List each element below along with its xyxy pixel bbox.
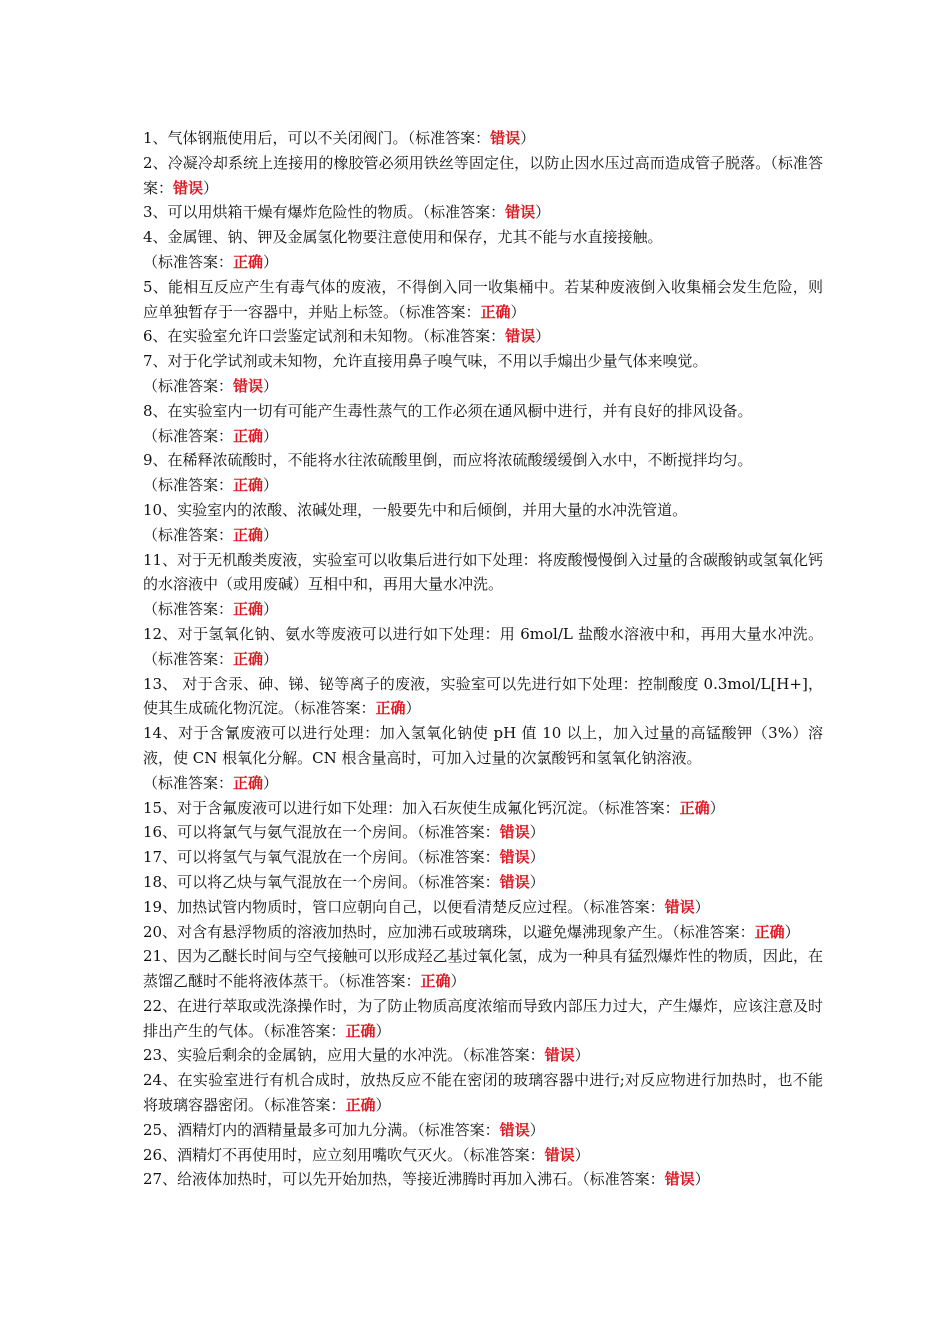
question-number: 25、 xyxy=(143,1120,178,1139)
question-item xyxy=(143,994,823,1044)
answer-prefix: （标准答案： xyxy=(672,922,755,941)
answer-prefix: （标准答案： xyxy=(263,1021,346,1040)
question-item xyxy=(143,1068,823,1118)
question-number: 16、 xyxy=(143,823,178,842)
answer-value: 正确 xyxy=(754,922,785,941)
question-text: 可以用烘箱干燥有爆炸危险性的物质。 xyxy=(167,203,423,222)
answer-prefix: （标准答案： xyxy=(143,153,823,197)
answer-value: 正确 xyxy=(420,972,451,991)
answer-suffix: ） xyxy=(529,823,545,842)
answer-prefix: （标准答案： xyxy=(417,823,500,842)
question-item xyxy=(143,944,823,994)
question-item xyxy=(143,200,823,225)
answer-suffix: ） xyxy=(263,426,279,445)
answer-prefix: （标准答案： xyxy=(398,302,481,321)
answer-value: 错误 xyxy=(173,178,204,197)
question-text: 可以将乙炔与氧气混放在一个房间。 xyxy=(177,872,418,891)
answer-suffix: ） xyxy=(263,376,279,395)
answer-prefix: （标准答案： xyxy=(143,376,234,395)
question-number: 10、 xyxy=(143,500,178,519)
answer-value: 正确 xyxy=(233,600,264,619)
answer-suffix: ） xyxy=(375,1021,391,1040)
answer-prefix: （标准答案： xyxy=(143,773,234,792)
answer-suffix: ） xyxy=(694,1170,710,1189)
answer-suffix: ） xyxy=(535,327,551,346)
question-number: 2、 xyxy=(143,153,168,172)
answer-prefix: （标准答案： xyxy=(582,897,665,916)
question-item xyxy=(143,151,823,201)
question-item xyxy=(143,498,823,548)
question-item xyxy=(143,920,823,945)
question-item xyxy=(143,870,823,895)
question-item xyxy=(143,448,823,498)
question-number: 21、 xyxy=(143,947,178,966)
answer-value: 正确 xyxy=(345,1021,376,1040)
answer-prefix: （标准答案： xyxy=(143,476,234,495)
question-item xyxy=(143,324,823,349)
answer-suffix: ） xyxy=(263,476,279,495)
question-number: 7、 xyxy=(143,352,168,371)
answer-prefix: （标准答案： xyxy=(422,327,506,346)
answer-suffix: ） xyxy=(535,203,551,222)
answer-value: 正确 xyxy=(233,252,264,271)
question-text: 在进行萃取或洗涤操作时，为了防止物质高度浓缩而导致内部压力过大，产生爆炸，应该注意及时排出产生的气体。 xyxy=(143,996,823,1040)
question-number: 9、 xyxy=(143,451,168,470)
answer-prefix: （标准答案： xyxy=(462,1145,545,1164)
answer-prefix: （标准答案： xyxy=(422,203,506,222)
question-text: 给液体加热时，可以先开始加热，等接近沸腾时再加入沸石。 xyxy=(177,1170,583,1189)
answer-suffix: ） xyxy=(405,699,421,718)
answer-value: 错误 xyxy=(664,1170,695,1189)
question-text: 能相互反应产生有毒气体的废液，不得倒入同一收集桶中。若某种废液倒入收集桶会发生危险，则应单独暂存于一容器中，并贴上标签。 xyxy=(143,277,823,321)
question-text: 对于含氰废液可以进行处理：加入氢氧化钠使 pH 值 10 以上，加入过量的高锰酸钾（3%）溶液，使 CN 根氧化分解。CN 根含量高时，可加入过量的次氯酸钙和氢氧化钠溶液。 xyxy=(143,724,823,767)
question-text: 对于无机酸类废液，实验室可以收集后进行如下处理：将废酸慢慢倒入过量的含碳酸钠或氢氧化钙的水溶液中（或用废碱）互相中和，再用大量水冲洗。 xyxy=(143,550,823,594)
answer-value: 错误 xyxy=(499,848,530,867)
question-text: 对于氢氧化钠、氨水等废液可以进行如下处理：用 6mol/L 盐酸水溶液中和，再用大量水冲洗。 xyxy=(177,624,823,643)
answer-value: 正确 xyxy=(345,1096,376,1115)
question-text: 冷凝冷却系统上连接用的橡胶管必须用铁丝等固定住，以防止因水压过高而造成管子脱落。 xyxy=(167,153,771,172)
answer-value: 正确 xyxy=(233,426,264,445)
answer-value: 错误 xyxy=(664,897,695,916)
answer-suffix: ） xyxy=(529,872,545,891)
question-number: 23、 xyxy=(143,1046,178,1065)
answer-value: 错误 xyxy=(233,376,264,395)
answer-suffix: ） xyxy=(375,1096,391,1115)
question-text: 实验室内的浓酸、浓碱处理，一般要先中和后倾倒，并用大量的水冲洗管道。 xyxy=(177,500,688,519)
question-item xyxy=(143,845,823,870)
question-number: 1、 xyxy=(143,129,168,147)
answer-suffix: ） xyxy=(263,600,279,619)
question-number: 24、 xyxy=(143,1071,178,1090)
answer-prefix: （标准答案： xyxy=(417,1120,500,1139)
question-number: 5、 xyxy=(143,277,169,296)
question-text: 因为乙醚长时间与空气接触可以形成羟乙基过氧化氢，成为一种具有猛烈爆炸性的物质，因此，在蒸馏乙醚时不能将液体蒸干。 xyxy=(143,947,823,991)
question-text: 在实验室允许口尝鉴定试剂和未知物。 xyxy=(167,327,423,346)
answer-suffix: ） xyxy=(709,798,725,817)
answer-suffix: ） xyxy=(574,1145,590,1164)
question-number: 3、 xyxy=(143,203,168,222)
answer-value: 正确 xyxy=(233,476,264,495)
question-number: 14、 xyxy=(143,724,179,743)
question-item xyxy=(143,548,823,622)
question-item xyxy=(143,622,823,672)
question-item xyxy=(143,1143,823,1168)
answer-prefix: （标准答案： xyxy=(338,972,421,991)
answer-prefix: （标准答案： xyxy=(582,1170,665,1189)
question-text: 酒精灯不再使用时，应立刻用嘴吹气灭火。 xyxy=(177,1145,463,1164)
question-text: 在实验室进行有机合成时，放热反应不能在密闭的玻璃容器中进行;对反应物进行加热时，也不能将玻璃容器密闭。 xyxy=(143,1071,824,1115)
answer-suffix: ） xyxy=(520,129,536,147)
answer-prefix: （标准答案： xyxy=(417,848,500,867)
answer-value: 正确 xyxy=(233,525,264,544)
question-item xyxy=(143,399,823,449)
question-number: 27、 xyxy=(143,1170,178,1189)
answer-value: 错误 xyxy=(490,129,521,147)
question-text: 实验后剩余的金属钠，应用大量的水冲洗。 xyxy=(177,1046,463,1065)
question-text: 金属锂、钠、钾及金属氢化物要注意使用和保存，尤其不能与水直接接触。 xyxy=(167,228,663,247)
answer-prefix: （标准答案： xyxy=(143,426,234,445)
answer-suffix: ） xyxy=(203,178,219,197)
question-item xyxy=(143,1043,823,1068)
question-number: 4、 xyxy=(143,228,168,247)
question-text: 加热试管内物质时，管口应朝向自己，以便看清楚反应过程。 xyxy=(177,897,583,916)
question-number: 6、 xyxy=(143,327,168,346)
answer-suffix: ） xyxy=(450,972,466,991)
question-text: 对于含汞、砷、锑、铋等离子的废液，实验室可以先进行如下处理：控制酸度 0.3mol/L[H+]，使其生成硫化物沉淀。 xyxy=(143,674,823,718)
answer-value: 错误 xyxy=(505,327,536,346)
question-number: 19、 xyxy=(143,897,178,916)
question-number: 15、 xyxy=(143,798,178,817)
answer-value: 正确 xyxy=(233,773,264,792)
question-item xyxy=(143,1167,823,1192)
answer-suffix: ） xyxy=(784,922,800,941)
answer-suffix: ） xyxy=(574,1046,590,1065)
answer-suffix: ） xyxy=(263,525,279,544)
question-text: 对于化学试剂或未知物，允许直接用鼻子嗅气味，不用以手煽出少量气体来嗅觉。 xyxy=(167,352,708,371)
question-text: 可以将氢气与氧气混放在一个房间。 xyxy=(177,848,418,867)
answer-prefix: （标准答案： xyxy=(143,649,234,668)
answer-suffix: ） xyxy=(263,649,279,668)
answer-suffix: ） xyxy=(529,1120,545,1139)
answer-value: 错误 xyxy=(499,872,530,891)
question-text: 在实验室内一切有可能产生毒性蒸气的工作必须在通风橱中进行，并有良好的排风设备。 xyxy=(167,401,753,420)
question-item xyxy=(143,225,823,275)
question-text: 对于含氟废液可以进行如下处理：加入石灰使生成氟化钙沉淀。 xyxy=(177,798,598,817)
question-item xyxy=(143,721,823,795)
question-list xyxy=(143,126,823,1192)
question-number: 8、 xyxy=(143,401,168,420)
question-text: 对含有悬浮物质的溶液加热时，应加沸石或玻璃珠，以避免爆沸现象产生。 xyxy=(177,922,673,941)
answer-prefix: （标准答案： xyxy=(143,600,234,619)
answer-prefix: （标准答案： xyxy=(143,252,234,271)
question-item xyxy=(143,895,823,920)
answer-suffix: ） xyxy=(694,897,710,916)
answer-prefix: （标准答案： xyxy=(597,798,680,817)
answer-prefix: （标准答案： xyxy=(417,872,500,891)
answer-prefix: （标准答案： xyxy=(263,1096,346,1115)
question-number: 20、 xyxy=(143,922,178,941)
answer-suffix: ） xyxy=(529,848,545,867)
question-number: 12、 xyxy=(143,624,178,643)
question-item xyxy=(143,1118,823,1143)
answer-prefix: （标准答案： xyxy=(293,699,376,718)
answer-suffix: ） xyxy=(263,252,279,271)
answer-suffix: ） xyxy=(263,773,279,792)
question-item xyxy=(143,820,823,845)
question-text: 可以将氯气与氨气混放在一个房间。 xyxy=(177,823,418,842)
question-text: 气体钢瓶使用后，可以不关闭阀门。 xyxy=(167,129,408,147)
question-number: 17、 xyxy=(143,848,178,867)
question-text: 在稀释浓硫酸时，不能将水往浓硫酸里倒，而应将浓硫酸缓缓倒入水中，不断搅拌均匀。 xyxy=(167,451,753,470)
answer-suffix: ） xyxy=(510,302,526,321)
question-number: 26、 xyxy=(143,1145,178,1164)
question-number: 18、 xyxy=(143,872,178,891)
answer-value: 正确 xyxy=(480,302,511,321)
answer-value: 错误 xyxy=(544,1046,575,1065)
question-number: 11、 xyxy=(143,550,178,569)
question-item xyxy=(143,672,823,722)
answer-prefix: （标准答案： xyxy=(143,525,234,544)
answer-value: 错误 xyxy=(505,203,536,222)
answer-value: 正确 xyxy=(375,699,406,718)
question-number: 22、 xyxy=(143,996,178,1015)
answer-value: 正确 xyxy=(679,798,710,817)
question-item xyxy=(143,275,823,325)
question-text: 酒精灯内的酒精量最多可加九分满。 xyxy=(177,1120,418,1139)
question-item xyxy=(143,126,823,151)
question-item xyxy=(143,796,823,821)
question-number: 13、 xyxy=(143,674,178,693)
answer-value: 错误 xyxy=(544,1145,575,1164)
answer-value: 错误 xyxy=(499,823,530,842)
answer-value: 错误 xyxy=(499,1120,530,1139)
answer-prefix: （标准答案： xyxy=(407,129,491,147)
answer-prefix: （标准答案： xyxy=(462,1046,545,1065)
question-item xyxy=(143,349,823,399)
answer-value: 正确 xyxy=(233,649,264,668)
